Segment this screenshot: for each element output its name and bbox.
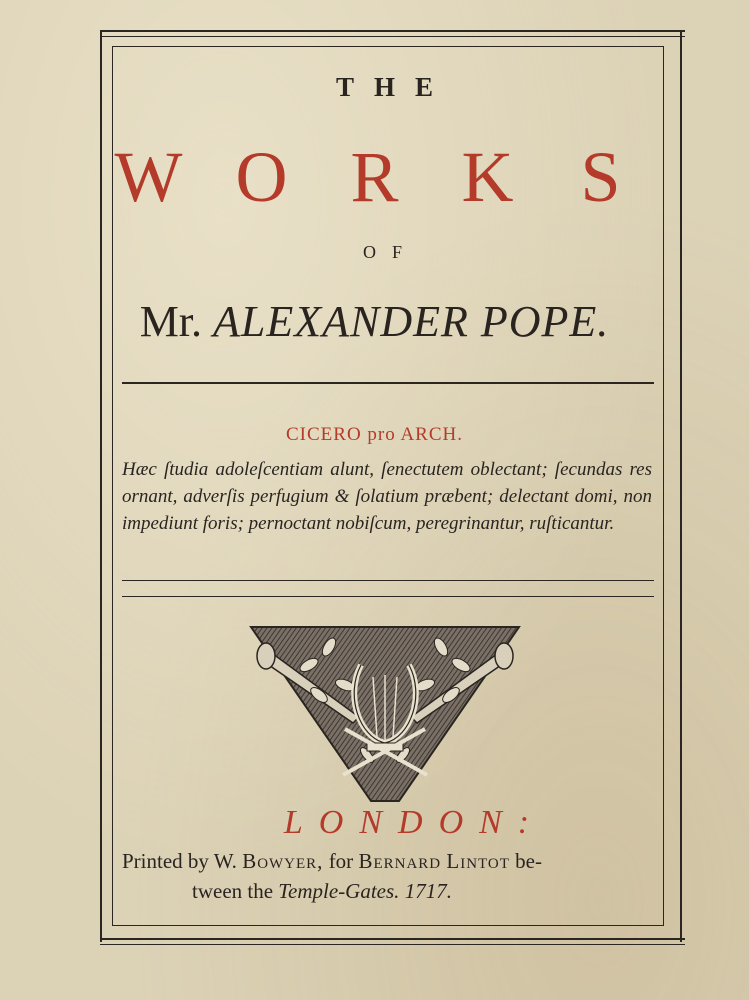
lyre-ornament-icon	[249, 625, 521, 803]
imprint-between: be-	[515, 849, 542, 873]
outer-frame-top-rule-2	[100, 36, 685, 37]
works-letter: O	[235, 137, 288, 217]
section-rule-mid-2	[122, 596, 654, 597]
imprint-publisher-last: Lintot	[446, 849, 510, 873]
inner-frame-top-rule	[112, 46, 664, 47]
imprint-place: LONDON:	[283, 804, 546, 841]
outer-frame-bottom-rule	[100, 938, 685, 940]
section-rule-top	[122, 382, 654, 384]
works-letter: W	[114, 137, 183, 217]
imprint-printed-by: Printed by W.	[122, 849, 237, 873]
epigraph-text: Hæc ſtudia adoleſcentiam alunt, ſenectutem oblectant; ſecundas res ornant, adverſis perfugium & ſolatium præbent; delectant domi, non impediunt foris; pernoctant nobiſcum, peregrinantur, ruſticantur.	[122, 459, 652, 534]
title-the: THE	[335, 72, 454, 102]
author-prefix: Mr.	[139, 297, 203, 346]
outer-frame-bottom-rule-2	[100, 944, 685, 945]
works-letter: R	[350, 137, 399, 217]
imprint-location: Temple-Gates.	[278, 879, 400, 903]
imprint-printer: Bowyer,	[242, 849, 324, 873]
works-letter: S	[580, 137, 621, 217]
title-of: OF	[362, 242, 418, 262]
section-rule-mid	[122, 580, 654, 581]
inner-frame-bottom-rule	[112, 925, 664, 926]
author-line	[0, 296, 749, 347]
title-works	[0, 136, 749, 219]
works-letter: K	[461, 137, 514, 217]
imprint-year: 1717.	[404, 879, 452, 903]
epigraph-source: CICERO pro ARCH.	[286, 424, 463, 445]
imprint-text	[122, 846, 652, 906]
outer-frame-top-rule	[100, 30, 685, 32]
author-name: ALEXANDER POPE.	[213, 297, 610, 346]
imprint-line-2	[122, 876, 652, 906]
imprint-publisher-first: Bernard	[358, 849, 442, 873]
imprint-between-2: tween the	[192, 879, 274, 903]
imprint-for: for	[328, 849, 354, 873]
